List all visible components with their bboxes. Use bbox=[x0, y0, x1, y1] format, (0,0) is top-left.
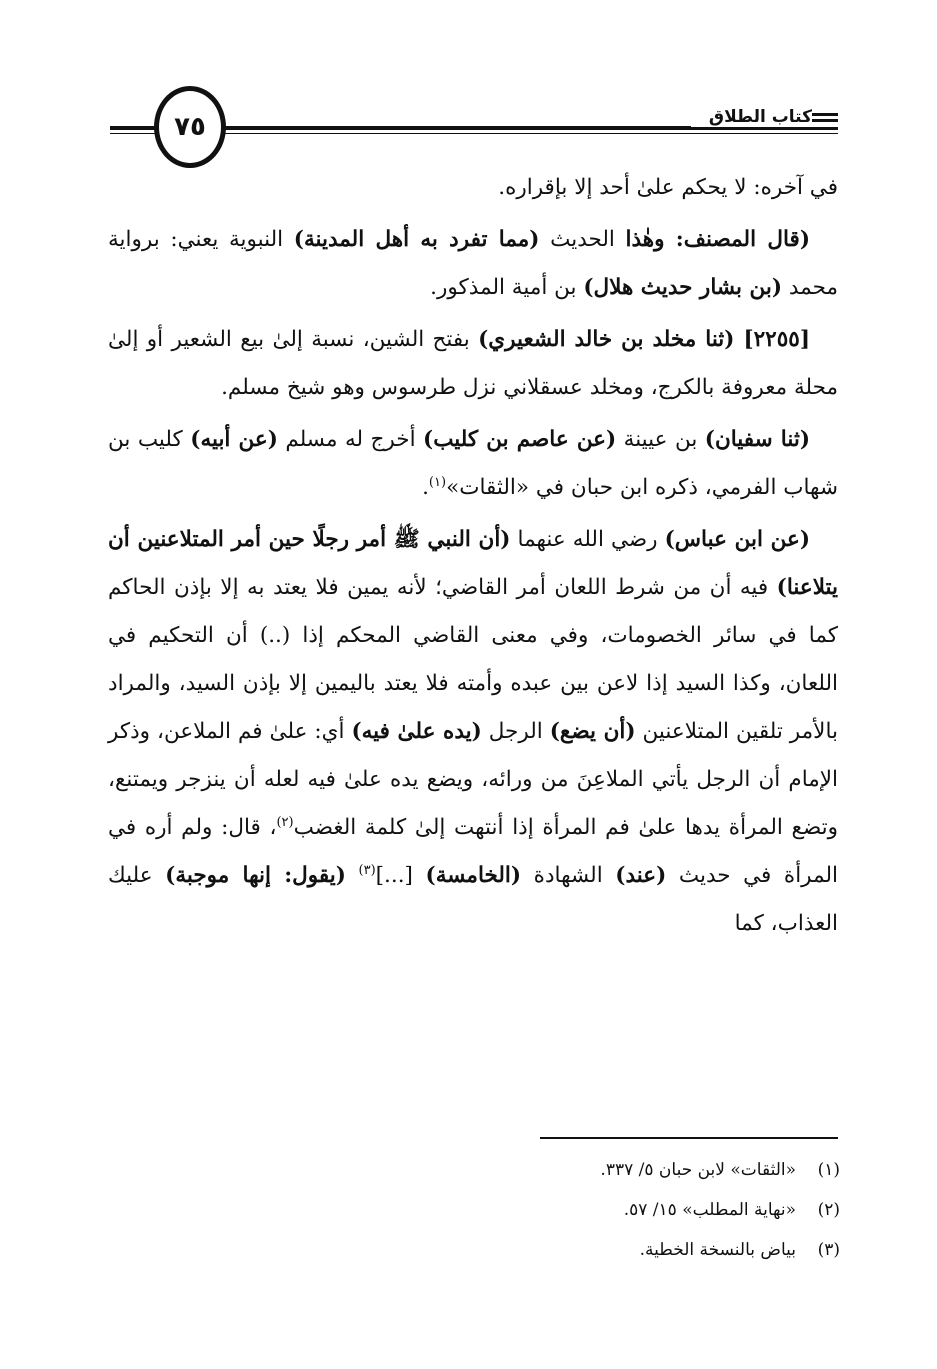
footnote-item bbox=[140, 1190, 840, 1230]
footnote-ref: (٣) bbox=[358, 862, 376, 878]
page-number: ٧٥ bbox=[154, 86, 226, 168]
p5-text: عليك العذاب، كما bbox=[108, 863, 838, 936]
p5-text: [...] bbox=[375, 863, 426, 888]
p5-bold: (عن ابن عباس) bbox=[664, 527, 811, 552]
p4-text: بن عيينة bbox=[616, 427, 705, 452]
footnote-item bbox=[140, 1230, 840, 1270]
title-ornament bbox=[812, 110, 838, 125]
p2-text: بن أمية المذكور. bbox=[430, 275, 584, 300]
footnote-mark: (٣) bbox=[817, 1240, 840, 1260]
p5-bold: (أن يضع) bbox=[549, 719, 636, 744]
footnote-text: بياض بالنسخة الخطية. bbox=[639, 1240, 796, 1260]
p2-text: الحديث bbox=[539, 227, 626, 252]
p4-bold: (ثنا سفيان) bbox=[704, 427, 810, 452]
p5-text bbox=[346, 863, 359, 888]
p3-text: بفتح الشين، نسبة إلىٰ بيع الشعير أو إلىٰ محلة معروفة بالكرج، ومخلد عسقلاني نزل طرسوس وهو شيخ مسلم. bbox=[108, 327, 838, 400]
footnote-text: «الثقات» لابن حبان ٥/ ٣٣٧. bbox=[600, 1160, 796, 1180]
footnote-text: «نهاية المطلب» ١٥/ ٥٧. bbox=[623, 1200, 796, 1220]
p5-bold: (الخامسة) bbox=[425, 863, 522, 888]
p5-text: الرجل bbox=[481, 719, 550, 744]
p3-bold: [٢٢٥٥] (ثنا مخلد بن خالد الشعيري) bbox=[478, 327, 811, 352]
p5-text: أي: علىٰ فم الملاعن، وذكر الإمام أن الرجل يأتي الملاعِنَ من ورائه، ويضع يده علىٰ فيه لعله أن ينزجر ويمتنع، وتضع المرأة يدها علىٰ فم المرأة إذا أنتهت إلىٰ كلمة الغضب bbox=[108, 719, 838, 840]
footnote-ref: (١) bbox=[428, 474, 447, 490]
footnote-mark: (١) bbox=[817, 1160, 840, 1180]
p5-text: ، قال: ولم أره في المرأة في حديث bbox=[108, 815, 838, 888]
p5-bold: (يقول: إنها موجبة) bbox=[165, 863, 346, 888]
p5-text: فيه أن من شرط اللعان أمر القاضي؛ لأنه يمين فلا يعتد به إلا بإذن الحاكم كما في سائر الخصومات، وفي معنى القاضي المحكم إذا (..) أن التحكيم في اللعان، وكذا السيد إذا لاعن بين عبده وأمته فلا يعتد باليمين إلا بإذن السيد، والمراد بالأمر تلقين المتلاعنين bbox=[108, 575, 838, 744]
p2-text: النبوية يعني: برواية محمد bbox=[108, 227, 838, 300]
footnote-mark: (٢) bbox=[817, 1200, 840, 1220]
p2-bold: (بن بشار حديث هلال) bbox=[583, 275, 783, 300]
paragraph-1 bbox=[108, 164, 838, 212]
footnote-ref: (٢) bbox=[276, 814, 294, 830]
footnote-item bbox=[140, 1150, 840, 1190]
p5-bold: (يده علىٰ فيه) bbox=[351, 719, 482, 744]
footnotes bbox=[140, 1150, 840, 1270]
main-text bbox=[108, 164, 838, 952]
running-title-block bbox=[691, 107, 838, 127]
page-header bbox=[110, 86, 838, 166]
p5-bold: (عند) bbox=[615, 863, 667, 888]
paragraph-3 bbox=[108, 316, 838, 412]
paragraph-2 bbox=[108, 216, 838, 312]
p4-text: أخرج له مسلم bbox=[277, 427, 424, 452]
running-title: كتاب الطلاق bbox=[708, 107, 812, 127]
paragraph-5 bbox=[108, 516, 838, 948]
p4-bold: (عن أبيه) bbox=[190, 427, 278, 452]
p4-bold: (عن عاصم بن كليب) bbox=[423, 427, 617, 452]
paragraph-4 bbox=[108, 416, 838, 512]
p4-text: . bbox=[422, 475, 429, 500]
p1-text: في آخره: لا يحكم علىٰ أحد إلا بإقراره. bbox=[498, 175, 838, 200]
p5-bold: (أن النبي ﷺ أمر رجلًا حين أمر المتلاعنين أن يتلاعنا) bbox=[108, 527, 838, 600]
p4-text: كليب بن شهاب الفرمي، ذكره ابن حبان في «الثقات» bbox=[108, 427, 838, 500]
footnote-rule bbox=[540, 1137, 838, 1139]
p2-bold: (مما تفرد به أهل المدينة) bbox=[293, 227, 540, 252]
p5-text: رضي الله عنهما bbox=[510, 527, 665, 552]
p2-bold: (قال المصنف: وهٰذا bbox=[625, 227, 811, 252]
p5-text: الشهادة bbox=[521, 863, 616, 888]
